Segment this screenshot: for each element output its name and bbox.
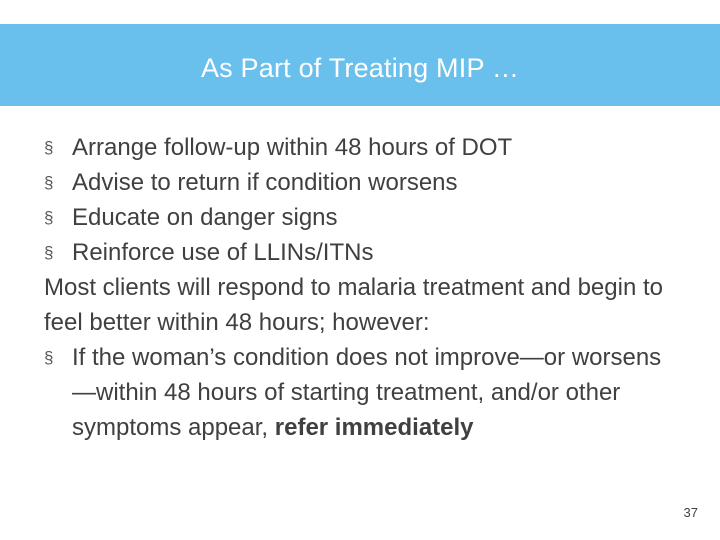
bullet-text: Arrange follow-up within 48 hours of DOT xyxy=(72,134,513,161)
bullet-text: Reinforce use of LLINs/ITNs xyxy=(72,239,374,266)
sub-bullet-item xyxy=(44,340,684,445)
bullet-marker: § xyxy=(44,348,54,367)
bullet-item xyxy=(44,235,684,270)
bullet-item xyxy=(44,130,684,165)
bullet-text: Educate on danger signs xyxy=(72,204,338,231)
slide-title: As Part of Treating MIP … xyxy=(200,52,520,83)
bullet-marker: § xyxy=(44,138,54,157)
bullet-text: Advise to return if condition worsens xyxy=(72,169,458,196)
slide-content xyxy=(44,130,684,445)
sub-bullet-body: If the woman’s condition does not improve—or worsens—within 48 hours of starting treatment, and/or other symptoms appear, xyxy=(72,344,662,441)
bullet-marker: § xyxy=(44,173,54,192)
sub-bullet-text xyxy=(72,340,684,445)
body-paragraph: Most clients will respond to malaria treatment and begin to feel better within 48 hours; however: xyxy=(44,274,663,336)
title-bar xyxy=(0,24,720,106)
bullet-item xyxy=(44,200,684,235)
bullet-marker: § xyxy=(44,243,54,262)
bullet-item xyxy=(44,165,684,200)
bullet-marker: § xyxy=(44,208,54,227)
refer-emphasis: refer immediately xyxy=(274,414,474,441)
page-number: 37 xyxy=(683,505,698,520)
